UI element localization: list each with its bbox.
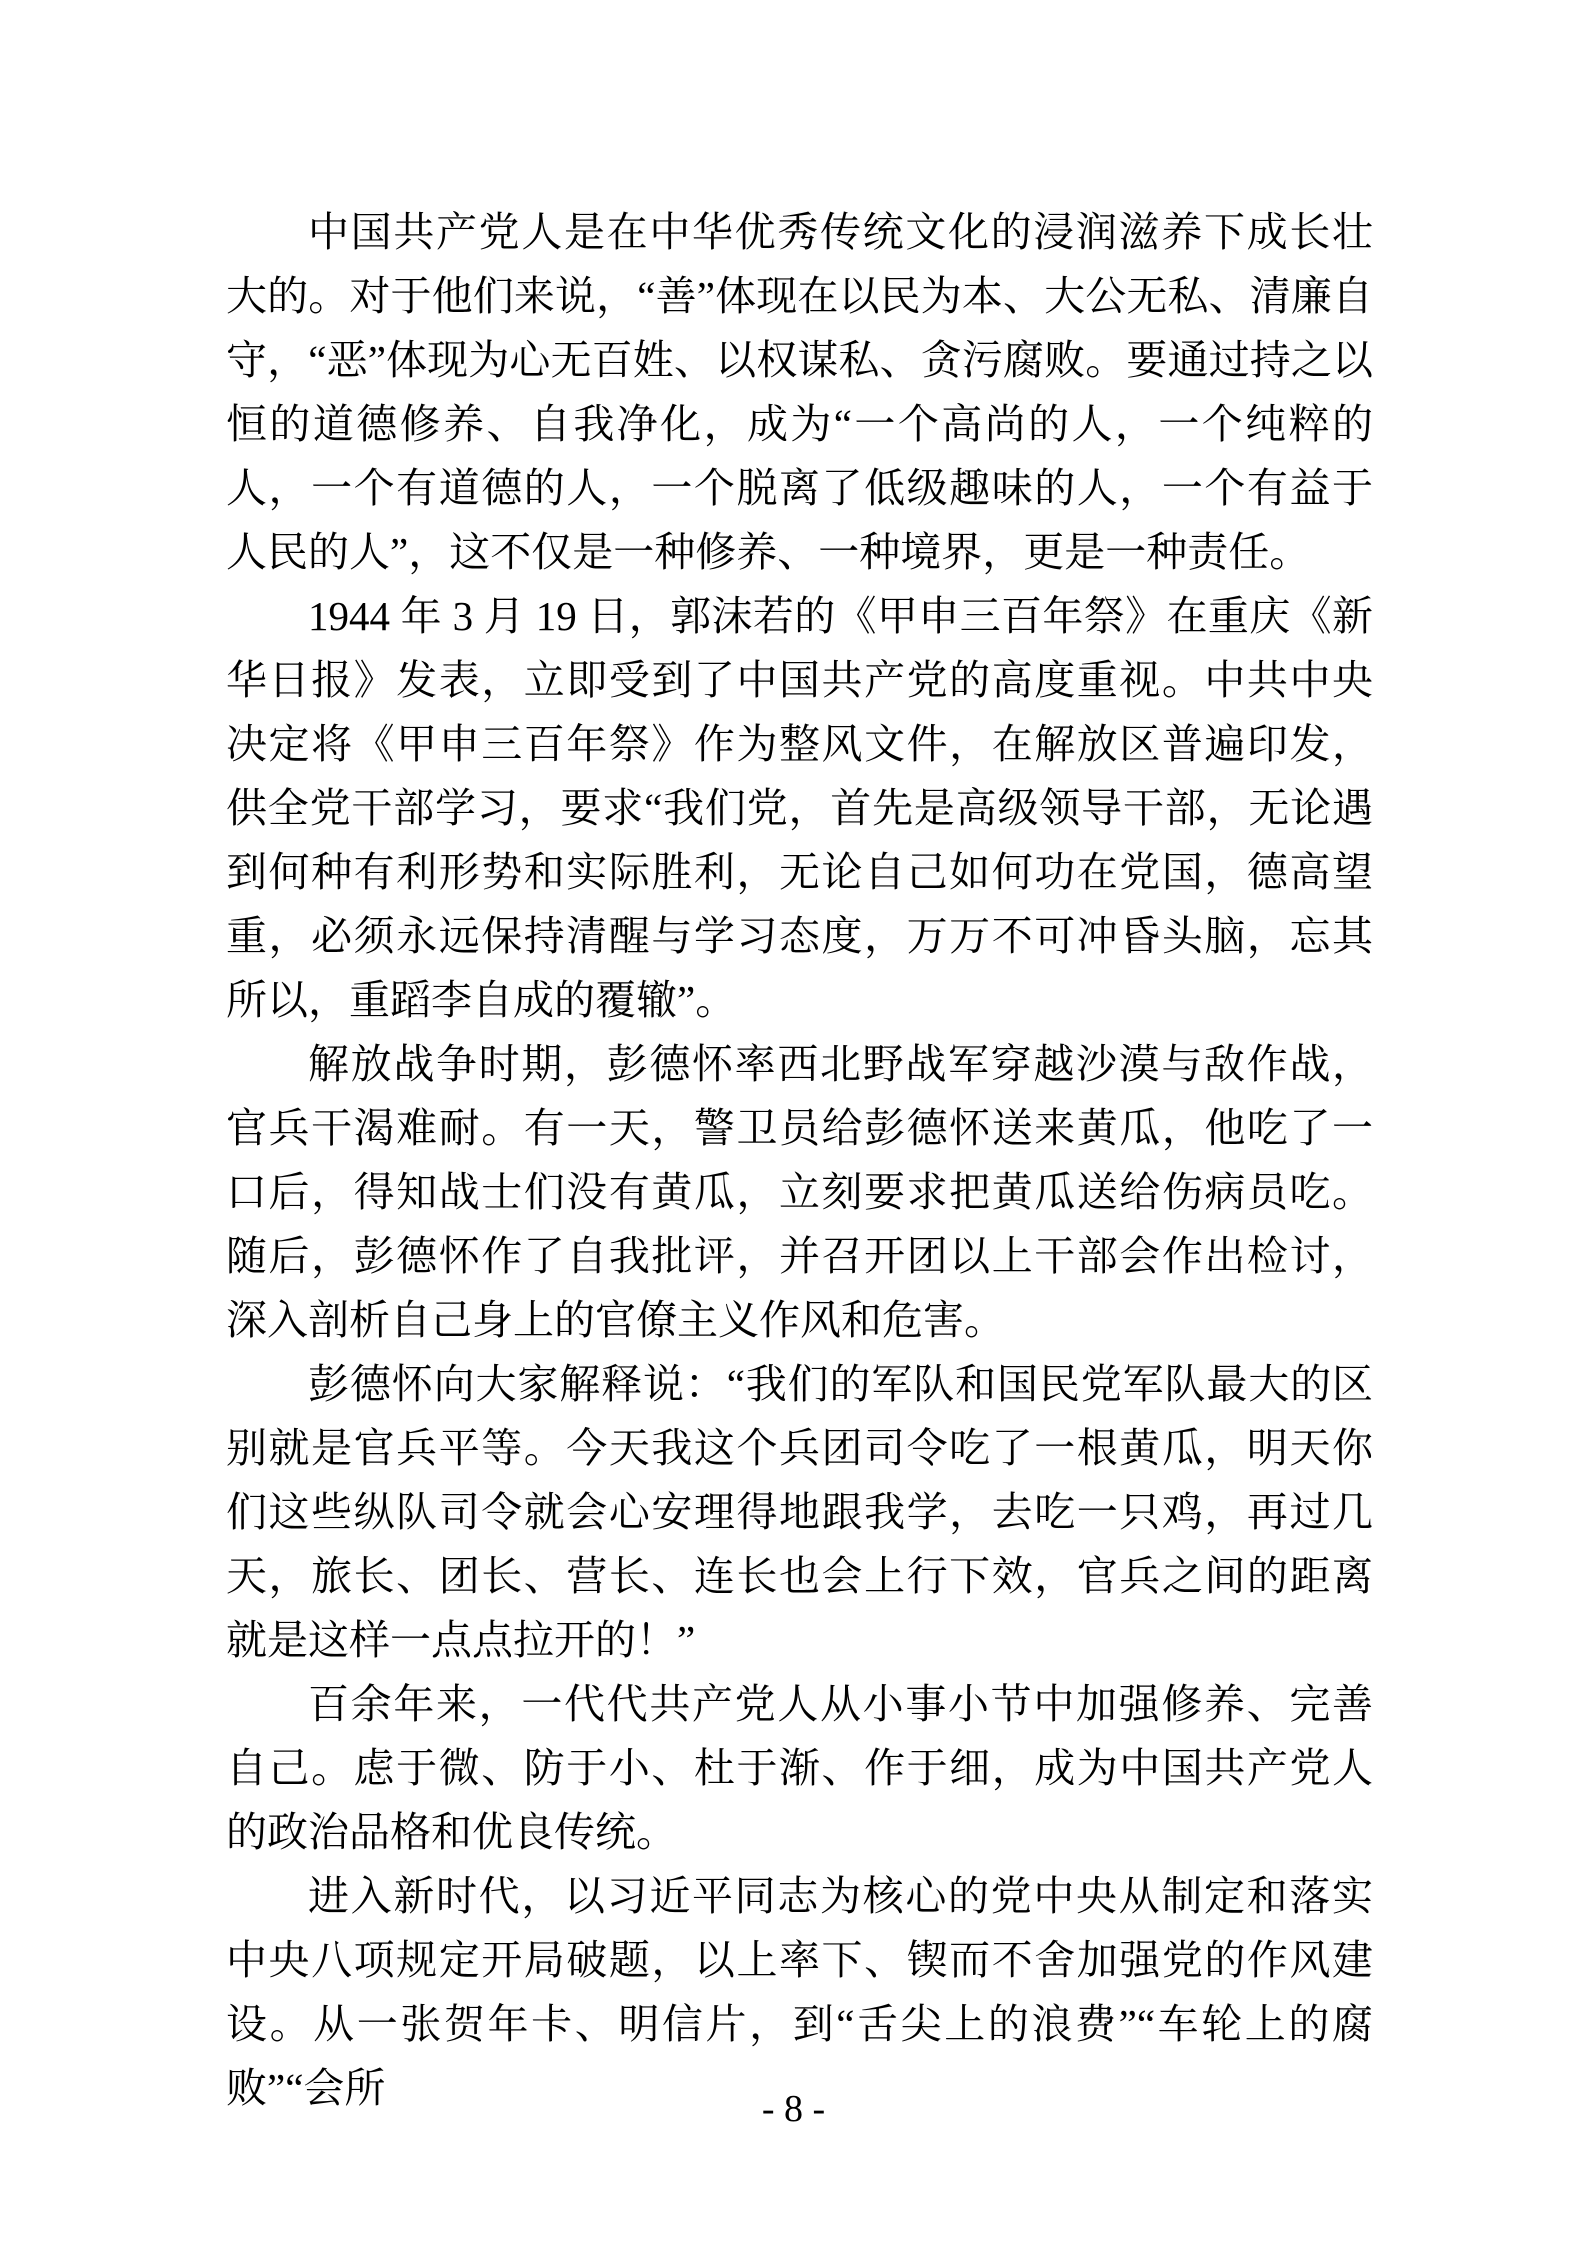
page-number: - 8 -	[761, 2088, 826, 2130]
paragraph: 中国共产党人是在中华优秀传统文化的浸润滋养下成长壮大的。对于他们来说，“善”体现在以民为本、大公无私、清廉自守，“恶”体现为心无百姓、以权谋私、贪污腐败。要通过持之以恒的道德修养、自我净化，成为“一个高尚的人，一个纯粹的人，一个有道德的人，一个脱离了低级趣味的人，一个有益于人民的人”，这不仅是一种修养、一种境界，更是一种责任。	[226, 209, 1373, 575]
paragraph: 解放战争时期，彭德怀率西北野战军穿越沙漠与敌作战，官兵干渴难耐。有一天，警卫员给彭德怀送来黄瓜，他吃了一口后，得知战士们没有黄瓜，立刻要求把黄瓜送给伤病员吃。随后，彭德怀作了自我批评，并召开团以上干部会作出检讨，深入剖析自己身上的官僚主义作风和危害。	[226, 1041, 1373, 1343]
paragraph: 百余年来，一代代共产党人从小事小节中加强修养、完善自己。虑于微、防于小、杜于渐、作于细，成为中国共产党人的政治品格和优良传统。	[226, 1681, 1373, 1855]
paragraph: 1944 年 3 月 19 日，郭沫若的《甲申三百年祭》在重庆《新华日报》发表，立即受到了中国共产党的高度重视。中共中央决定将《甲申三百年祭》作为整风文件，在解放区普遍印发，供全党干部学习，要求“我们党，首先是高级领导干部，无论遇到何种有利形势和实际胜利，无论自己如何功在党国，德高望重，必须永远保持清醒与学习态度，万万不可冲昏头脑，忘其所以，重蹈李自成的覆辙”。	[226, 593, 1373, 1023]
document-body	[226, 200, 1373, 2120]
paragraph: 彭德怀向大家解释说：“我们的军队和国民党军队最大的区别就是官兵平等。今天我这个兵团司令吃了一根黄瓜，明天你们这些纵队司令就会心安理得地跟我学，去吃一只鸡，再过几天，旅长、团长、营长、连长也会上行下效，官兵之间的距离就是这样一点点拉开的！”	[226, 1361, 1373, 1663]
paragraph: 进入新时代，以习近平同志为核心的党中央从制定和落实中央八项规定开局破题，以上率下、锲而不舍加强党的作风建设。从一张贺年卡、明信片，到“舌尖上的浪费”“车轮上的腐败”“会所	[226, 1873, 1373, 2111]
